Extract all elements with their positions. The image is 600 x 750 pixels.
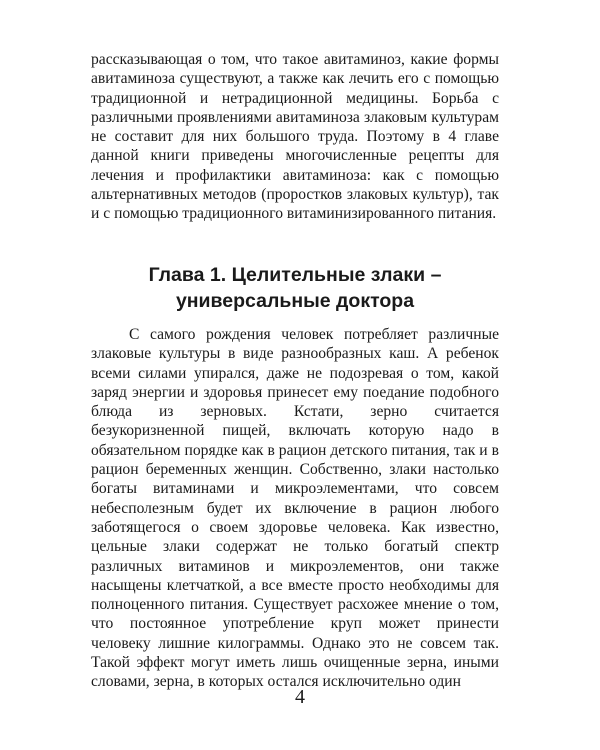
chapter-title-line-2: универсальные доктора [175,290,415,312]
chapter-title-line-1: Глава 1. Целительные злаки – [148,264,442,286]
body-paragraph: С самого рождения человек потребляет различные злаковые культуры в виде разнообразных каш. А ребенок всеми силами упирался, даже не подозревая о том, какой заряд энергии и здоровья принесет ему поедание подобного блюда из зерновых. Кстати, зерно считается безукоризненной пищей, включать которую надо в обязательном порядке как в рацион детского питания, так и в рацион беременных женщин. Собственно, злаки настолько богаты витаминами и микроэлементами, что совсем небесполезным будет их включение в рацион любого заботящегося о своем здоровье человека. Как известно, цельные злаки содержат не только богатый спектр различных витаминов и микроэлементов, они также насыщены клетчаткой, а все вместе просто необходимы для полноценного питания. Существует расхожее мнение о том, что постоянное употребление круп может принести человеку лишние килограммы. Однако это не совсем так. Такой эффект могут иметь лишь очищенные зерна, иными словами, зерна, в которых остался исключительно один [91,326,499,691]
chapter-body-text [91,325,499,692]
intro-paragraph: рассказывающая о том, что такое авитаминоз, какие формы авитаминоза существуют, а также как лечить его с помощью традиционной и нетрадиционной медицины. Борьба с различными проявлениями авитаминоза злаковым культурам не составит для них большого труда. Поэтому в 4 главе данной книги приведены многочисленные рецепты для лечения и профилактики авитаминоза: как с помощью альтернативных методов (проростков злаковых культур), так и с помощью традиционного витаминизированного питания. [91,51,499,223]
chapter-title [91,262,499,314]
intro-text [91,50,499,224]
page-number: 4 [295,686,305,708]
